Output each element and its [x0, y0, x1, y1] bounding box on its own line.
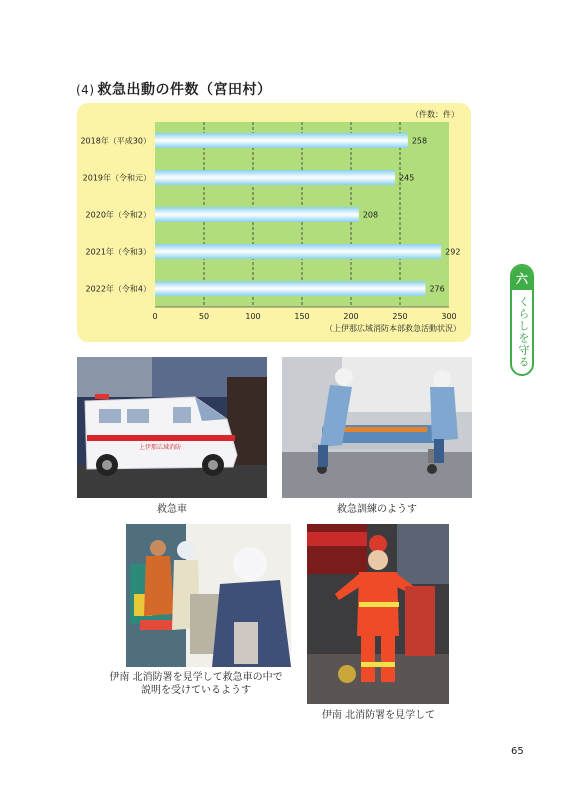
caption-ambulance: 救急車 [157, 504, 187, 515]
page-number: 65 [511, 746, 524, 757]
source-note: （上伊那広域消防本部救急活動状況） [325, 324, 461, 333]
bar [155, 170, 395, 185]
x-tick-label: 0 [152, 312, 158, 321]
bar [155, 207, 359, 222]
x-tick-label: 200 [343, 312, 359, 321]
fire-station-illustration [307, 524, 449, 704]
unit-note: （件数：件） [411, 110, 459, 119]
bar-value-label: 276 [429, 284, 445, 294]
section-title [76, 79, 272, 99]
caption-fire-station: 伊南 北消防署を見学して [321, 710, 436, 721]
category-label: 2019年（令和元） [82, 173, 151, 183]
category-label: 2020年（令和2） [85, 210, 151, 220]
caption-training: 救急訓練のようす [337, 504, 417, 515]
ambulance-markings: 上伊那広域消防 [139, 444, 182, 451]
category-label: 2021年（令和3） [85, 247, 151, 257]
bar-value-label: 245 [399, 173, 415, 183]
x-tick-label: 300 [441, 312, 457, 321]
inside-ambulance-photo [100, 524, 291, 667]
bar-value-label: 208 [362, 210, 379, 220]
x-tick-label: 100 [245, 312, 261, 321]
x-tick-label: 150 [294, 312, 310, 321]
chapter-label: くらしを守る [517, 296, 530, 368]
training-photo [282, 357, 472, 498]
ambulance-photo [77, 357, 267, 498]
category-label: 2022年（令和4） [85, 284, 151, 294]
bar [155, 133, 408, 148]
section-heading: 救急出動の件数（宮田村） [97, 82, 272, 98]
chapter-tab [510, 264, 534, 376]
inside-ambulance-illustration [100, 524, 291, 667]
chart-panel [77, 103, 471, 342]
chapter-number: 六 [512, 266, 532, 290]
bar [155, 244, 441, 259]
bar [155, 281, 425, 296]
category-label: 2018年（平成30） [80, 136, 151, 146]
fire-station-photo [307, 524, 449, 704]
bar-value-label: 292 [445, 247, 461, 257]
bar-value-label: 258 [411, 136, 428, 146]
ambulance-illustration [77, 357, 267, 498]
x-tick-label: 250 [392, 312, 408, 321]
bar-chart [77, 103, 471, 342]
section-number: (4) [76, 83, 95, 97]
x-tick-label: 50 [198, 312, 210, 321]
caption-inside-ambulance: 伊南 北消防署を見学して救急車の中で 説明を受けているようす [109, 672, 283, 696]
training-illustration [282, 357, 472, 498]
